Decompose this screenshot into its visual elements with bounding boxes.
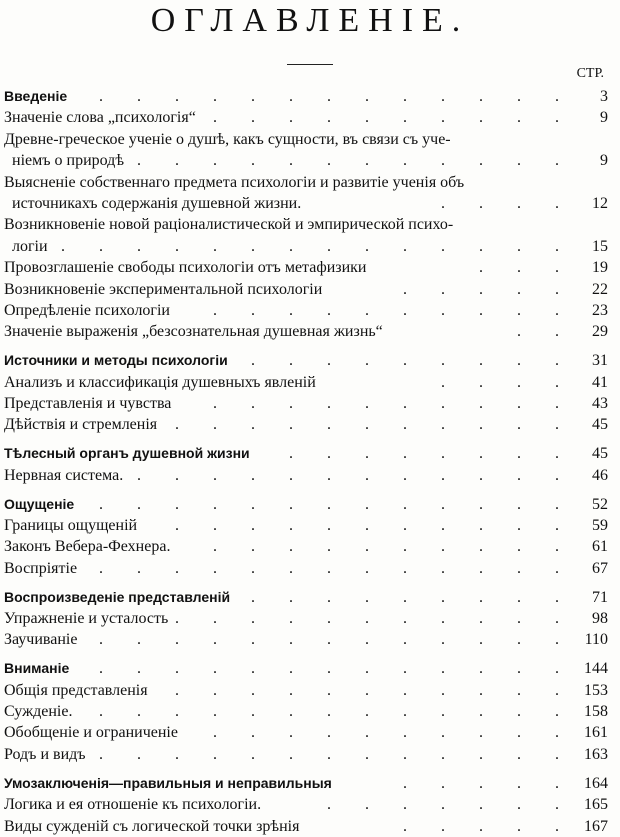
toc-entry bbox=[4, 794, 608, 815]
toc-entry bbox=[4, 172, 608, 193]
toc-entry-title: Источники и методы психологіи bbox=[4, 352, 228, 369]
toc-page-number: 46 bbox=[592, 466, 608, 484]
toc-entry bbox=[4, 372, 608, 393]
toc-entry bbox=[4, 722, 608, 743]
toc-page-number: 52 bbox=[592, 495, 608, 513]
toc-entry bbox=[4, 321, 608, 342]
toc-leader-dots: . . . . . . . . . . . . . bbox=[99, 631, 574, 649]
toc-leader-dots: . . . . . . . . . . bbox=[213, 724, 574, 742]
toc-entry-title: Нервная система. bbox=[4, 466, 124, 484]
toc-leader-dots: . . . . . . . . bbox=[289, 445, 574, 463]
toc-section-heading bbox=[4, 494, 608, 515]
toc-entry bbox=[4, 536, 608, 557]
toc-entry bbox=[4, 629, 608, 650]
toc-page-number: 9 bbox=[600, 152, 608, 170]
toc-entry bbox=[4, 744, 608, 765]
toc-entry-title: Выясненіе собственнаго предмета психологіи и развитіе ученія объ bbox=[4, 173, 465, 191]
toc-entry bbox=[4, 558, 608, 579]
toc-entry bbox=[4, 816, 608, 837]
toc-entry-title: Обобщеніе и ограниченіе bbox=[4, 724, 178, 742]
toc-page-number: 3 bbox=[600, 88, 608, 105]
toc-leader-dots: . . . . . bbox=[403, 817, 574, 835]
toc-entry bbox=[4, 300, 608, 321]
toc-entry bbox=[4, 414, 608, 435]
toc-leader-dots: . . . . . . . . . . . bbox=[175, 416, 574, 434]
toc-leader-dots: . . . . . . . . . . . bbox=[175, 681, 574, 699]
toc-leader-dots: . . . . . . . . . . bbox=[213, 394, 574, 412]
toc-page-number: 67 bbox=[592, 559, 608, 577]
toc-entry-title: Вниманіе bbox=[4, 660, 70, 677]
toc-entry-title: Родъ и видъ bbox=[4, 745, 86, 763]
toc-page-number: 158 bbox=[584, 703, 608, 721]
toc-page-number: 144 bbox=[584, 660, 608, 678]
toc-leader-dots: . . . . . . . . . . . . . bbox=[99, 703, 574, 721]
toc-page-number: 12 bbox=[592, 194, 608, 212]
toc-entry bbox=[4, 214, 608, 235]
toc-entry bbox=[4, 129, 608, 150]
toc-page-number: 29 bbox=[592, 323, 608, 341]
toc-entry bbox=[4, 150, 608, 171]
toc-page-number: 161 bbox=[584, 724, 608, 742]
toc-page-number: 98 bbox=[592, 609, 608, 627]
toc-entry-title: Древне-греческое ученіе о душѣ, какъ сущности, въ связи съ уче- bbox=[4, 130, 451, 148]
toc-leader-dots: . . . . . bbox=[403, 774, 574, 792]
toc-entry-title: Логика и ея отношеніе къ психологіи. bbox=[4, 796, 262, 814]
toc-entry-title: Воспроизведеніе представленій bbox=[4, 588, 231, 605]
toc-leader-dots: . . . . . . . . . . . . . bbox=[99, 495, 574, 513]
toc-entry-title: Представленія и чувства bbox=[4, 394, 172, 412]
toc-section-heading bbox=[4, 773, 608, 794]
toc-page-number: 22 bbox=[592, 280, 608, 298]
toc-entry-title: Виды сужденій съ логической точки зрѣнія bbox=[4, 817, 300, 835]
toc-entry-title: Введеніе bbox=[4, 88, 68, 104]
toc-leader-dots: . . . . . . . . . . . bbox=[175, 609, 574, 627]
toc-leader-dots: . . . . . . . . . . . . bbox=[137, 152, 574, 170]
toc-page-number: 59 bbox=[592, 516, 608, 534]
toc-entry-title: источникахъ содержанія душевной жизни. bbox=[12, 194, 302, 212]
title-divider bbox=[287, 64, 333, 65]
toc-leader-dots: . . . . . . . . . . bbox=[213, 109, 574, 127]
page-title: ОГЛАВЛЕНІЕ. bbox=[150, 2, 470, 39]
toc-leader-dots: . . . . . . . . . . . . . bbox=[99, 660, 574, 678]
toc-page-number: 167 bbox=[584, 817, 608, 835]
toc-section-heading bbox=[4, 658, 608, 679]
toc-page-number: 164 bbox=[584, 774, 608, 792]
toc-entry-title: Умозаключенія—правильныя и неправильныя bbox=[4, 774, 332, 791]
toc-leader-dots: . . . . . . . . . . . . bbox=[137, 466, 574, 484]
toc-page-number: 61 bbox=[592, 538, 608, 556]
toc-page-number: 43 bbox=[592, 394, 608, 412]
toc-page-number: 110 bbox=[584, 631, 608, 649]
toc-leader-dots: . . . . . . . . . . . bbox=[175, 516, 574, 534]
toc-entry bbox=[4, 465, 608, 486]
toc-entry bbox=[4, 515, 608, 536]
toc-page-number: 163 bbox=[584, 745, 608, 763]
toc-section-heading bbox=[4, 350, 608, 371]
toc-entry-title: Опредѣленіе психологіи bbox=[4, 301, 170, 319]
toc-entry bbox=[4, 393, 608, 414]
toc-leader-dots: . . . . . . . . . . . . . bbox=[99, 745, 574, 763]
toc-page-number: 71 bbox=[592, 588, 608, 606]
toc-entry bbox=[4, 680, 608, 701]
toc-page-number: 41 bbox=[592, 373, 608, 391]
toc-page-number: 153 bbox=[584, 681, 608, 699]
toc-entry-title: Общія представленія bbox=[4, 681, 148, 699]
toc-leader-dots: . . . . bbox=[441, 373, 574, 391]
toc-entry bbox=[4, 257, 608, 278]
toc-entry bbox=[4, 236, 608, 257]
toc-leader-dots: . . . . . . . . . bbox=[251, 352, 574, 370]
toc-entry bbox=[4, 193, 608, 214]
toc-entry-title: Дѣйствія и стремленія bbox=[4, 416, 158, 434]
toc-section-heading bbox=[4, 443, 608, 464]
toc-entry-title: Упражненіе и усталость bbox=[4, 609, 169, 627]
toc-page-number: 31 bbox=[592, 352, 608, 370]
toc-page-number: 165 bbox=[584, 796, 608, 814]
toc-leader-dots: . . . . . . . . . . . . . . bbox=[61, 237, 574, 255]
toc-page-number: 23 bbox=[592, 301, 608, 319]
toc-entry-title: Воспріятіе bbox=[4, 559, 78, 577]
toc-entry bbox=[4, 608, 608, 629]
toc-leader-dots: . . . . . . . . . . . . . bbox=[99, 559, 574, 577]
toc-entry-title: Тѣлесный органъ душевной жизни bbox=[4, 445, 250, 462]
table-of-contents bbox=[4, 86, 608, 837]
toc-entry-title: Законъ Вебера-Фехнера. bbox=[4, 538, 171, 556]
toc-entry-title: логіи bbox=[12, 237, 48, 255]
toc-page-number: 45 bbox=[592, 416, 608, 434]
toc-entry-title: ніемъ о природѣ bbox=[12, 152, 124, 170]
toc-leader-dots: . . bbox=[517, 323, 574, 341]
toc-page-number: 45 bbox=[592, 445, 608, 463]
toc-page-number: 19 bbox=[592, 259, 608, 277]
toc-leader-dots: . . . . . . . . . . bbox=[213, 301, 574, 319]
page-column-label: СТР. bbox=[576, 66, 604, 81]
toc-leader-dots: . . . . . . . bbox=[327, 796, 574, 814]
toc-section-heading bbox=[4, 86, 608, 107]
toc-entry bbox=[4, 279, 608, 300]
toc-leader-dots: . . . . bbox=[441, 194, 574, 212]
toc-entry bbox=[4, 107, 608, 128]
toc-entry-title: Ощущеніе bbox=[4, 495, 75, 512]
toc-entry-title: Сужденіе. bbox=[4, 703, 73, 721]
toc-entry-title: Провозглашеніе свободы психологіи отъ метафизики bbox=[4, 259, 367, 277]
toc-entry-title: Заучиваніе bbox=[4, 631, 78, 649]
toc-leader-dots: . . . . . . . . . . . . . bbox=[99, 88, 574, 105]
toc-leader-dots: . . . . . . . . . bbox=[251, 588, 574, 606]
toc-entry-title: Значеніе слова „психологія“ bbox=[4, 109, 196, 127]
toc-entry-title: Анализъ и классификація душевныхъ явленій bbox=[4, 373, 316, 391]
toc-entry-title: Возникновеніе новой раціоналистической и эмпирической психо- bbox=[4, 216, 454, 234]
toc-page-number: 9 bbox=[600, 109, 608, 127]
toc-entry bbox=[4, 701, 608, 722]
toc-page-number: 15 bbox=[592, 237, 608, 255]
toc-leader-dots: . . . . . . . . . . bbox=[213, 538, 574, 556]
toc-leader-dots: . . . bbox=[479, 259, 574, 277]
toc-leader-dots: . . . . . bbox=[403, 280, 574, 298]
toc-section-heading bbox=[4, 587, 608, 608]
toc-entry-title: Возникновеніе экспериментальной психологіи bbox=[4, 280, 323, 298]
toc-entry-title: Значеніе выраженія „безсознательная душевная жизнь“ bbox=[4, 323, 383, 341]
toc-entry-title: Границы ощущеній bbox=[4, 516, 138, 534]
